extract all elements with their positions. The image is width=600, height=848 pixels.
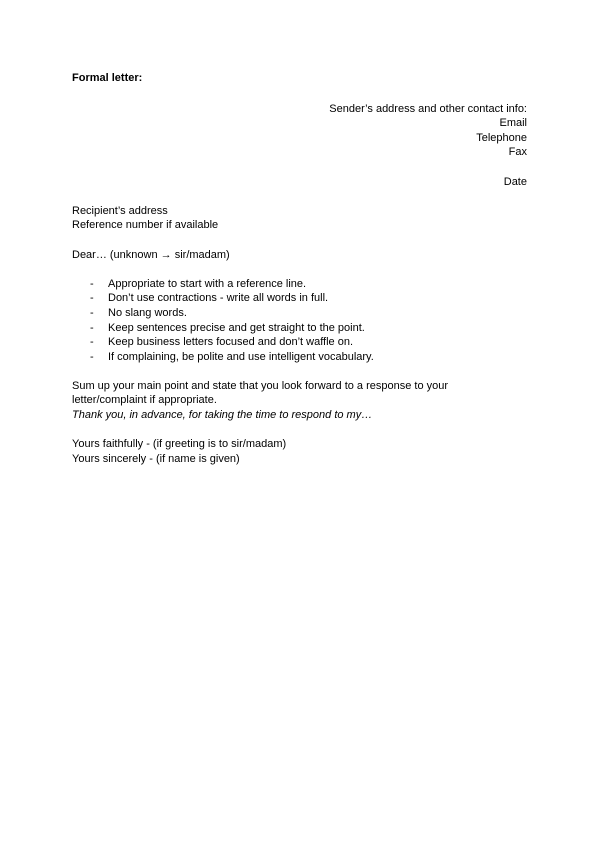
bullet-dash: - [90, 336, 94, 349]
list-item [72, 277, 527, 292]
list-item [72, 321, 527, 336]
recipient-address-line: Recipient’s address [72, 204, 168, 217]
list-item [72, 291, 527, 306]
list-item [72, 350, 527, 365]
summary-line-continued: letter/complaint if appropriate. [72, 394, 217, 407]
sender-fax-line: Fax [508, 146, 527, 159]
list-item [72, 306, 527, 321]
sender-address-line: Sender’s address and other contact info: [329, 102, 527, 115]
bullet-dash: - [90, 306, 94, 319]
recipient-block [72, 204, 527, 233]
sender-email-line: Email [499, 117, 527, 130]
bullet-dash: - [90, 277, 94, 290]
list-item-text: Don’t use contractions - write all words in full. [108, 292, 329, 305]
list-item-text: Keep sentences precise and get straight to the point. [108, 321, 365, 334]
closing-sincerely-line: Yours sincerely - (if name is given) [72, 452, 240, 465]
sender-telephone-line: Telephone [476, 131, 527, 144]
example-italic-line: Thank you, in advance, for taking the time to respond to my… [72, 409, 373, 422]
bullet-dash: - [90, 321, 94, 334]
date-line: Date [503, 175, 527, 188]
tips-list [72, 277, 527, 365]
greeting-line: Dear… (unknown → sir/madam) [72, 248, 230, 261]
reference-number-line: Reference number if available [72, 219, 219, 232]
closing-faithfully-line: Yours faithfully - (if greeting is to sir/madam) [72, 438, 287, 451]
closings-block [72, 437, 527, 466]
bullet-dash: - [90, 350, 94, 363]
summary-block [72, 379, 527, 423]
letter-page [72, 71, 527, 466]
list-item-text: Keep business letters focused and don’t waffle on. [108, 336, 354, 349]
document-title: Formal letter: [72, 72, 143, 84]
sender-block [72, 102, 527, 160]
bullet-dash: - [90, 292, 94, 305]
list-item-text: If complaining, be polite and use intelligent vocabulary. [108, 350, 374, 363]
list-item-text: Appropriate to start with a reference line. [108, 277, 307, 290]
list-item-text: No slang words. [108, 306, 187, 319]
summary-line: Sum up your main point and state that you look forward to a response to your [72, 379, 449, 392]
list-item [72, 335, 527, 350]
